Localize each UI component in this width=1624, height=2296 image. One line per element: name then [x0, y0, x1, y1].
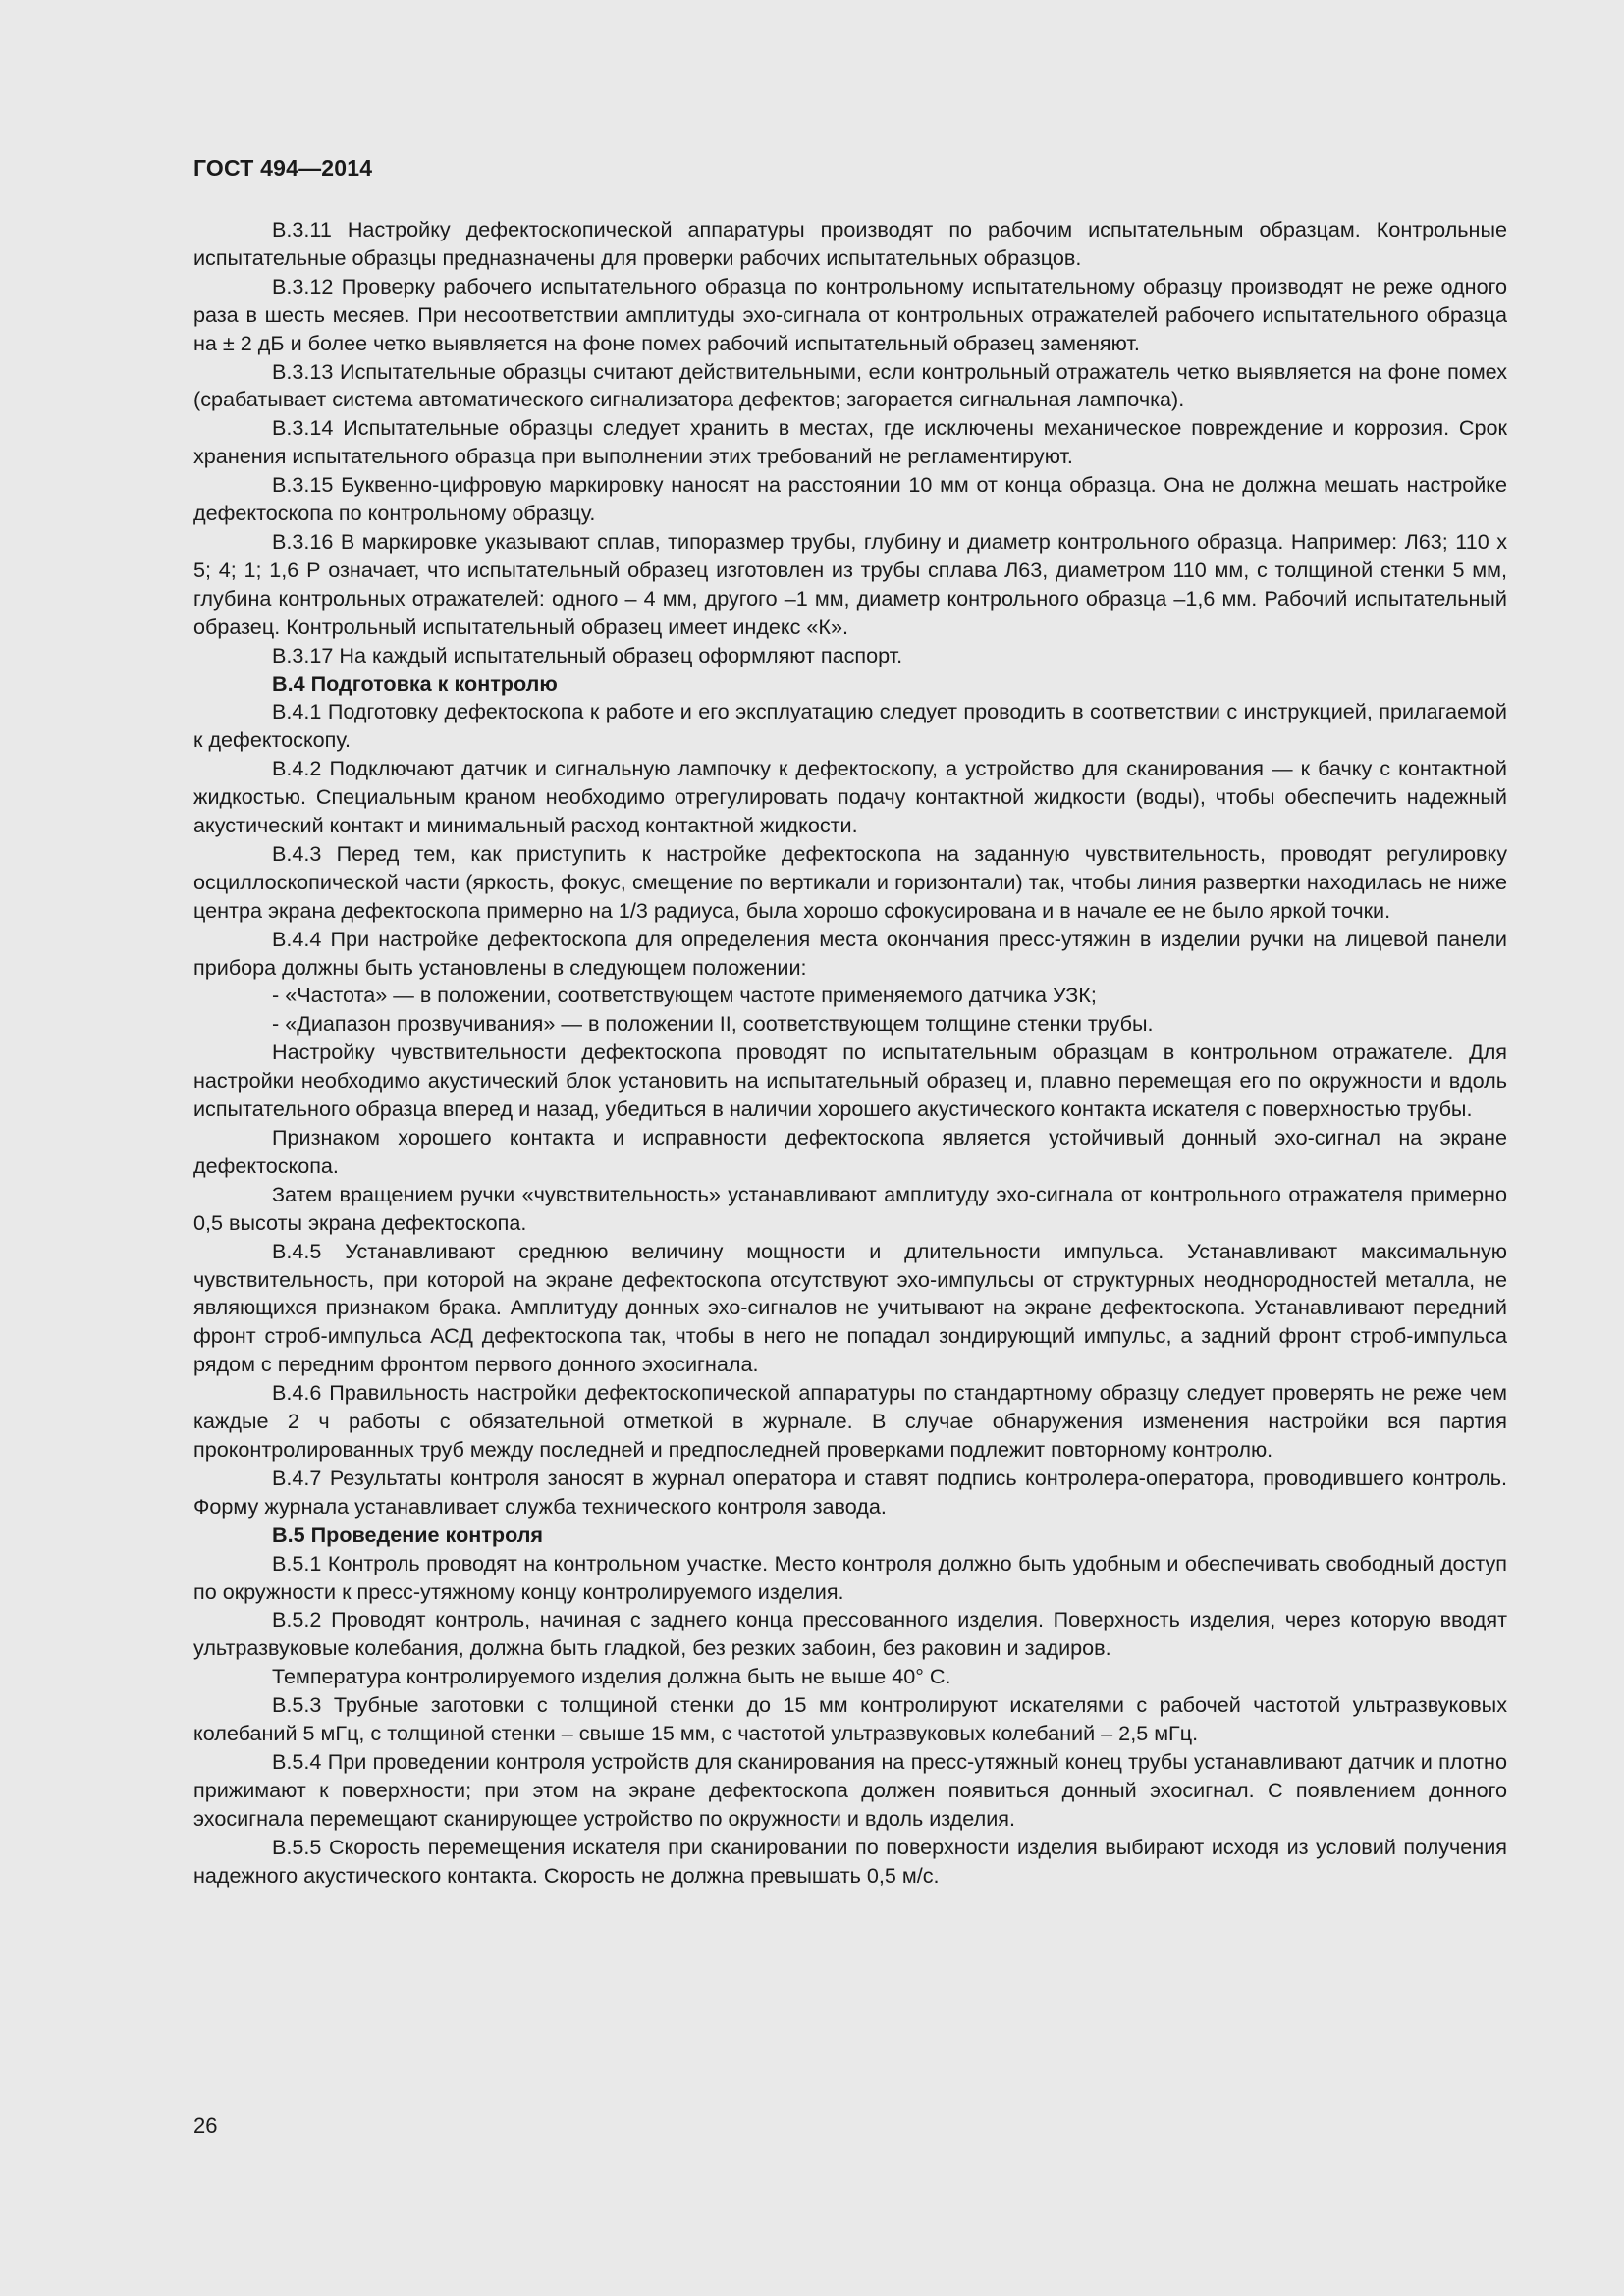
- paragraph-b-3-12: В.3.12 Проверку рабочего испытательного образца по контрольному испытательному образцу производят не реже одного раза в шесть месяев. При несоответствии амплитуды эхо-сигнала от контрольных отражателей рабочего испытательного образца на ± 2 дБ и более четко выявляется на фоне помех рабочий испытательный образец заменяют.: [193, 273, 1507, 355]
- list-item-frequency: - «Частота» — в положении, соответствующем частоте применяемого датчика УЗК;: [272, 983, 1097, 1008]
- paragraph-b-4-6: В.4.6 Правильность настройки дефектоскопической аппаратуры по стандартному образцу следует проверять не реже чем каждые 2 ч работы с обязательной отметкой в журнале. В случае обнаружения изменения настройки вся партия проконтролированных труб между последней и предпоследней проверками подлежит повторному контролю.: [193, 1380, 1507, 1462]
- paragraph-b-5-2: В.5.2 Проводят контроль, начиная с заднего конца прессованного изделия. Поверхность изделия, через которую вводят ультразвуковые колебания, должна быть гладкой, без резких забоин, без раковин и задиров.: [193, 1607, 1507, 1661]
- paragraph-sensitivity-setup: Настройку чувствительности дефектоскопа проводят по испытательным образцам в контрольном отражателе. Для настройки необходимо акустический блок установить на испытательный образец и, плавно перемещая его по окружности и вдоль испытательного образца вперед и назад, убедиться в наличии хорошего акустического контакта искателя с поверхностью трубы.: [193, 1040, 1507, 1122]
- paragraph-b-3-13: В.3.13 Испытательные образцы считают действительными, если контрольный отражатель четко выявляется на фоне помех (срабатывает система автоматического сигнализатора дефектов; загорается сигнальная лампочка).: [193, 358, 1507, 412]
- document-body: [193, 216, 1507, 1890]
- section-heading-b-4: В.4 Подготовка к контролю: [272, 670, 558, 696]
- paragraph-b-3-11: В.3.11 Настройку дефектоскопической аппаратуры производят по рабочим испытательным образцам. Контрольные испытательные образцы предназначены для проверки рабочих испытательных образцов.: [193, 217, 1507, 270]
- paragraph-b-3-15: В.3.15 Буквенно-цифровую маркировку наносят на расстоянии 10 мм от конца образца. Она не должна мешать настройке дефектоскопа по контрольному образцу.: [193, 472, 1507, 526]
- paragraph-b-5-5: В.5.5 Скорость перемещения искателя при сканировании по поверхности изделия выбирают исходя из условий получения надежного акустического контакта. Скорость не должна превышать 0,5 м/с.: [193, 1834, 1507, 1888]
- list-item-range: - «Диапазон прозвучивания» — в положении II, соответствующем толщине стенки трубы.: [272, 1011, 1154, 1037]
- paragraph-b-4-5: В.4.5 Устанавливают среднюю величину мощности и длительности импульса. Устанавливают максимальную чувствительность, при которой на экране дефектоскопа отсутствуют эхо-импульсы от структурных неоднородностей металла, не являющихся признаком брака. Амплитуду донных эхо-сигналов не учитывают на экране дефектоскопа. Устанавливают передний фронт строб-импульса АСД дефектоскопа так, чтобы в него не попадал зондирующий импульс, а задний фронт строб-импульса рядом с передним фронтом первого донного эхосигнала.: [193, 1238, 1507, 1377]
- section-heading-b-5: В.5 Проведение контроля: [272, 1522, 544, 1547]
- page-number: 26: [193, 2113, 218, 2138]
- paragraph-b-5-4: В.5.4 При проведении контроля устройств для сканирования на пресс-утяжный конец трубы устанавливают датчик и плотно прижимают к поверхности; при этом на экране дефектоскопа должен появиться донный эхосигнал. С появлением донного эхосигнала перемещают сканирующее устройство по окружности и вдоль изделия.: [193, 1748, 1507, 1831]
- paragraph-b-4-1: В.4.1 Подготовку дефектоскопа к работе и его эксплуатацию следует проводить в соответствии с инструкцией, прилагаемой к дефектоскопу.: [193, 699, 1507, 753]
- paragraph-b-4-4: В.4.4 При настройке дефектоскопа для определения места окончания пресс-утяжин в изделии ручки на лицевой панели прибора должны быть установлены в следующем положении:: [193, 926, 1507, 980]
- paragraph-good-contact: Признаком хорошего контакта и исправности дефектоскопа является устойчивый донный эхо-сигнал на экране дефектоскопа.: [193, 1125, 1507, 1178]
- paragraph-b-3-14: В.3.14 Испытательные образцы следует хранить в местах, где исключены механическое повреждение и коррозия. Срок хранения испытательного образца при выполнении этих требований не регламентируют.: [193, 415, 1507, 469]
- paragraph-b-4-3: В.4.3 Перед тем, как приступить к настройке дефектоскопа на заданную чувствительность, проводят регулировку осциллоскопической части (яркость, фокус, смещение по вертикали и горизонтали) так, чтобы линия развертки находилась не ниже центра экрана дефектоскопа примерно на 1/3 радиуса, была хорошо сфокусирована и в начале ее не было яркой точки.: [193, 840, 1507, 923]
- paragraph-temperature: Температура контролируемого изделия должна быть не выше 40° С.: [272, 1664, 951, 1689]
- paragraph-b-4-7: В.4.7 Результаты контроля заносят в журнал оператора и ставят подпись контролера-оператора, проводившего контроль. Форму журнала устанавливает служба технического контроля завода.: [193, 1465, 1507, 1519]
- paragraph-b-5-1: В.5.1 Контроль проводят на контрольном участке. Место контроля должно быть удобным и обеспечивать свободный доступ по окружности к пресс-утяжному концу контролируемого изделия.: [193, 1550, 1507, 1604]
- paragraph-b-5-3: В.5.3 Трубные заготовки с толщиной стенки до 15 мм контролируют искателями с рабочей частотой ультразвуковых колебаний 5 мГц, с толщиной стенки – свыше 15 мм, с частотой ультразвуковых колебаний – 2,5 мГц.: [193, 1692, 1507, 1746]
- document-header: ГОСТ 494—2014: [193, 155, 373, 181]
- paragraph-b-3-17: В.3.17 На каждый испытательный образец оформляют паспорт.: [272, 642, 903, 667]
- paragraph-b-3-16: В.3.16 В маркировке указывают сплав, типоразмер трубы, глубину и диаметр контрольного образца. Например: Л63; 110 х 5; 4; 1; 1,6 Р означает, что испытательный образец изготовлен из трубы сплава Л63, диаметром 110 мм, с толщиной стенки 5 мм, глубина контрольных отражателей: одного – 4 мм, другого –1 мм, диаметр контрольного образца –1,6 мм. Рабочий испытательный образец. Контрольный испытательный образец имеет индекс «К».: [193, 528, 1507, 639]
- paragraph-b-4-2: В.4.2 Подключают датчик и сигнальную лампочку к дефектоскопу, а устройство для сканирования — к бачку с контактной жидкостью. Специальным краном необходимо отрегулировать подачу контактной жидкости (воды), чтобы обеспечить надежный акустический контакт и минимальный расход контактной жидкости.: [193, 756, 1507, 838]
- paragraph-amplitude: Затем вращением ручки «чувствительность» устанавливают амплитуду эхо-сигнала от контрольного отражателя примерно 0,5 высоты экрана дефектоскопа.: [193, 1181, 1507, 1235]
